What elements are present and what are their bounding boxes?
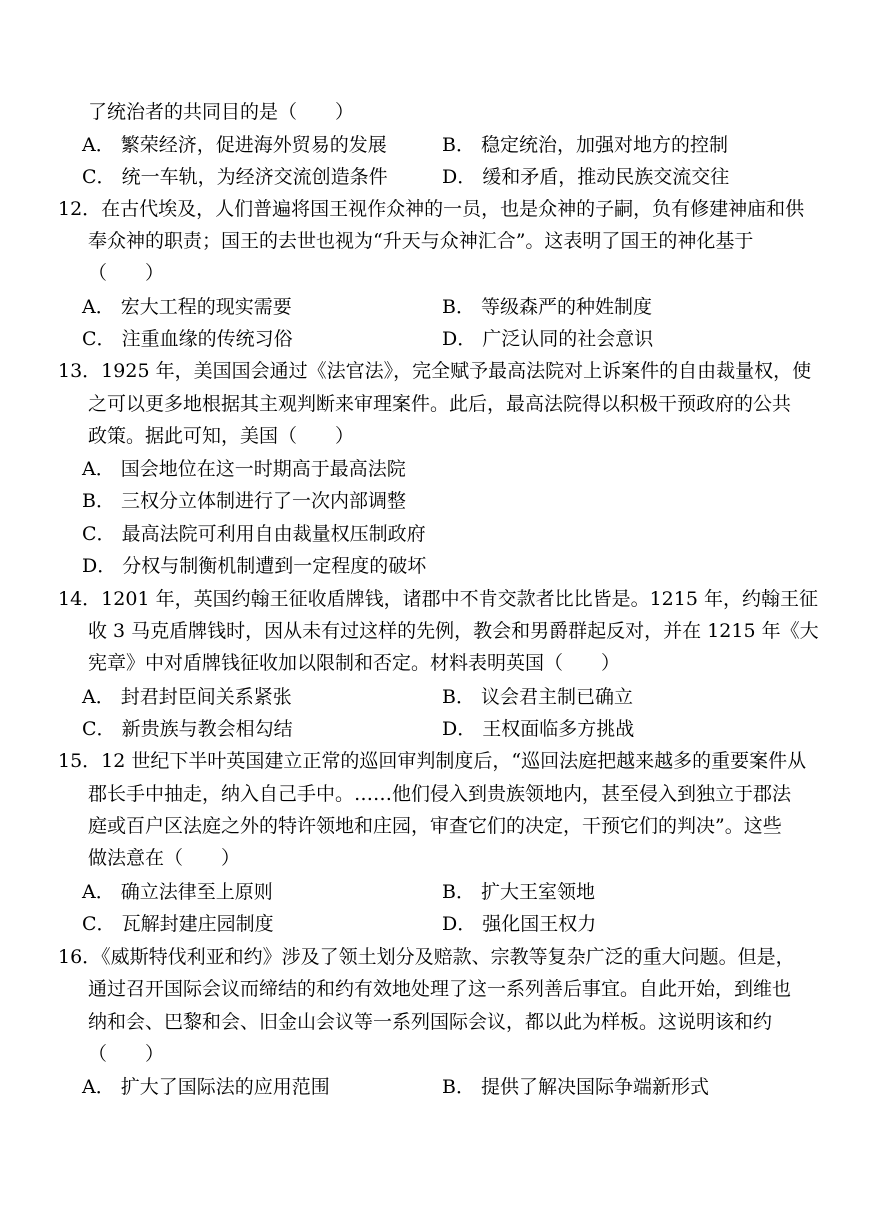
q11-stem-line-1: 了统治者的共同目的是（ ）: [88, 101, 355, 123]
q14-option-b[interactable]: B． 议会君主制已确立: [442, 686, 634, 708]
q12-stem-line-1: 12．在古代埃及，人们普遍将国王视作众神的一员，也是众神的子嗣，负有修建神庙和供: [58, 198, 805, 220]
q14-stem-line-2: 收 3 马克盾牌钱时，因从未有过这样的先例，教会和男爵群起反对，并在 1215 年《大: [88, 620, 819, 642]
q12-stem-line-2: 奉众神的职责；国王的去世也视为“升天与众神汇合”。这表明了国王的神化基于: [88, 230, 754, 252]
q12-option-c[interactable]: C． 注重血缘的传统习俗: [82, 328, 293, 350]
q12-option-b[interactable]: B． 等级森严的种姓制度: [442, 296, 653, 318]
q14-option-d[interactable]: D． 王权面临多方挑战: [442, 718, 635, 740]
q14-stem-line-3: 宪章》中对盾牌钱征收加以限制和否定。材料表明英国（ ）: [88, 652, 621, 674]
q13-stem-line-2: 之可以更多地根据其主观判断来审理案件。此后，最高法院得以积极干预政府的公共: [88, 393, 792, 415]
q16-option-b[interactable]: B． 提供了解决国际争端新形式: [442, 1076, 710, 1098]
q12-option-d[interactable]: D． 广泛认同的社会意识: [442, 328, 654, 350]
q13-option-b[interactable]: B． 三权分立体制进行了一次内部调整: [82, 490, 407, 512]
q11-option-d[interactable]: D． 缓和矛盾，推动民族交流交往: [442, 166, 730, 188]
q13-option-d[interactable]: D． 分权与制衡机制遭到一定程度的破坏: [82, 555, 427, 577]
q13-stem-line-1: 13．1925 年，美国国会通过《法官法》，完全赋予最高法院对上诉案件的自由裁量权，使: [58, 360, 812, 382]
q16-stem-line-1: 16．《威斯特伐利亚和约》涉及了领土划分及赔款、宗教等复杂广泛的重大问题。但是，: [58, 946, 795, 968]
q14-option-a[interactable]: A． 封君封臣间关系紧张: [82, 686, 292, 708]
q14-stem-line-1: 14．1201 年，英国约翰王征收盾牌钱，诸郡中不肯交款者比比皆是。1215 年，约翰王征: [58, 588, 818, 610]
q16-stem-line-3: 纳和会、巴黎和会、旧金山会议等一系列国际会议，都以此为样板。这说明该和约: [88, 1011, 773, 1033]
q11-option-b[interactable]: B． 稳定统治，加强对地方的控制: [442, 134, 729, 156]
q12-option-a[interactable]: A． 宏大工程的现实需要: [82, 296, 292, 318]
q16-stem-line-2: 通过召开国际会议而缔结的和约有效地处理了这一系列善后事宜。自此开始，到维也: [88, 978, 792, 1000]
q15-option-a[interactable]: A． 确立法律至上原则: [82, 881, 273, 903]
q14-option-c[interactable]: C． 新贵族与教会相勾结: [82, 718, 293, 740]
q13-stem-line-3: 政策。据此可知，美国（ ）: [88, 425, 355, 447]
q15-stem-line-3: 庭或百户区法庭之外的特许领地和庄园，审查它们的决定，干预它们的判决”。这些: [88, 815, 782, 837]
q16-answer-blank: （ ）: [88, 1043, 165, 1065]
q15-option-d[interactable]: D． 强化国王权力: [442, 913, 597, 935]
q13-option-c[interactable]: C． 最高法院可利用自由裁量权压制政府: [82, 523, 426, 545]
q15-stem-line-2: 郡长手中抽走，纳入自己手中。……他们侵入到贵族领地内，甚至侵入到独立于郡法: [88, 783, 792, 805]
q15-option-c[interactable]: C． 瓦解封建庄园制度: [82, 913, 274, 935]
q11-option-a[interactable]: A． 繁荣经济，促进海外贸易的发展: [82, 134, 387, 156]
q11-option-c[interactable]: C． 统一车轨，为经济交流创造条件: [82, 166, 388, 188]
q15-stem-line-4: 做法意在（ ）: [88, 847, 241, 869]
q15-stem-line-1: 15．12 世纪下半叶英国建立正常的巡回审判制度后，“巡回法庭把越来越多的重要案件从: [58, 750, 807, 772]
q13-option-a[interactable]: A． 国会地位在这一时期高于最高法院: [82, 458, 406, 480]
q16-option-a[interactable]: A． 扩大了国际法的应用范围: [82, 1076, 330, 1098]
q12-answer-blank: （ ）: [88, 262, 165, 284]
q15-option-b[interactable]: B． 扩大王室领地: [442, 881, 596, 903]
